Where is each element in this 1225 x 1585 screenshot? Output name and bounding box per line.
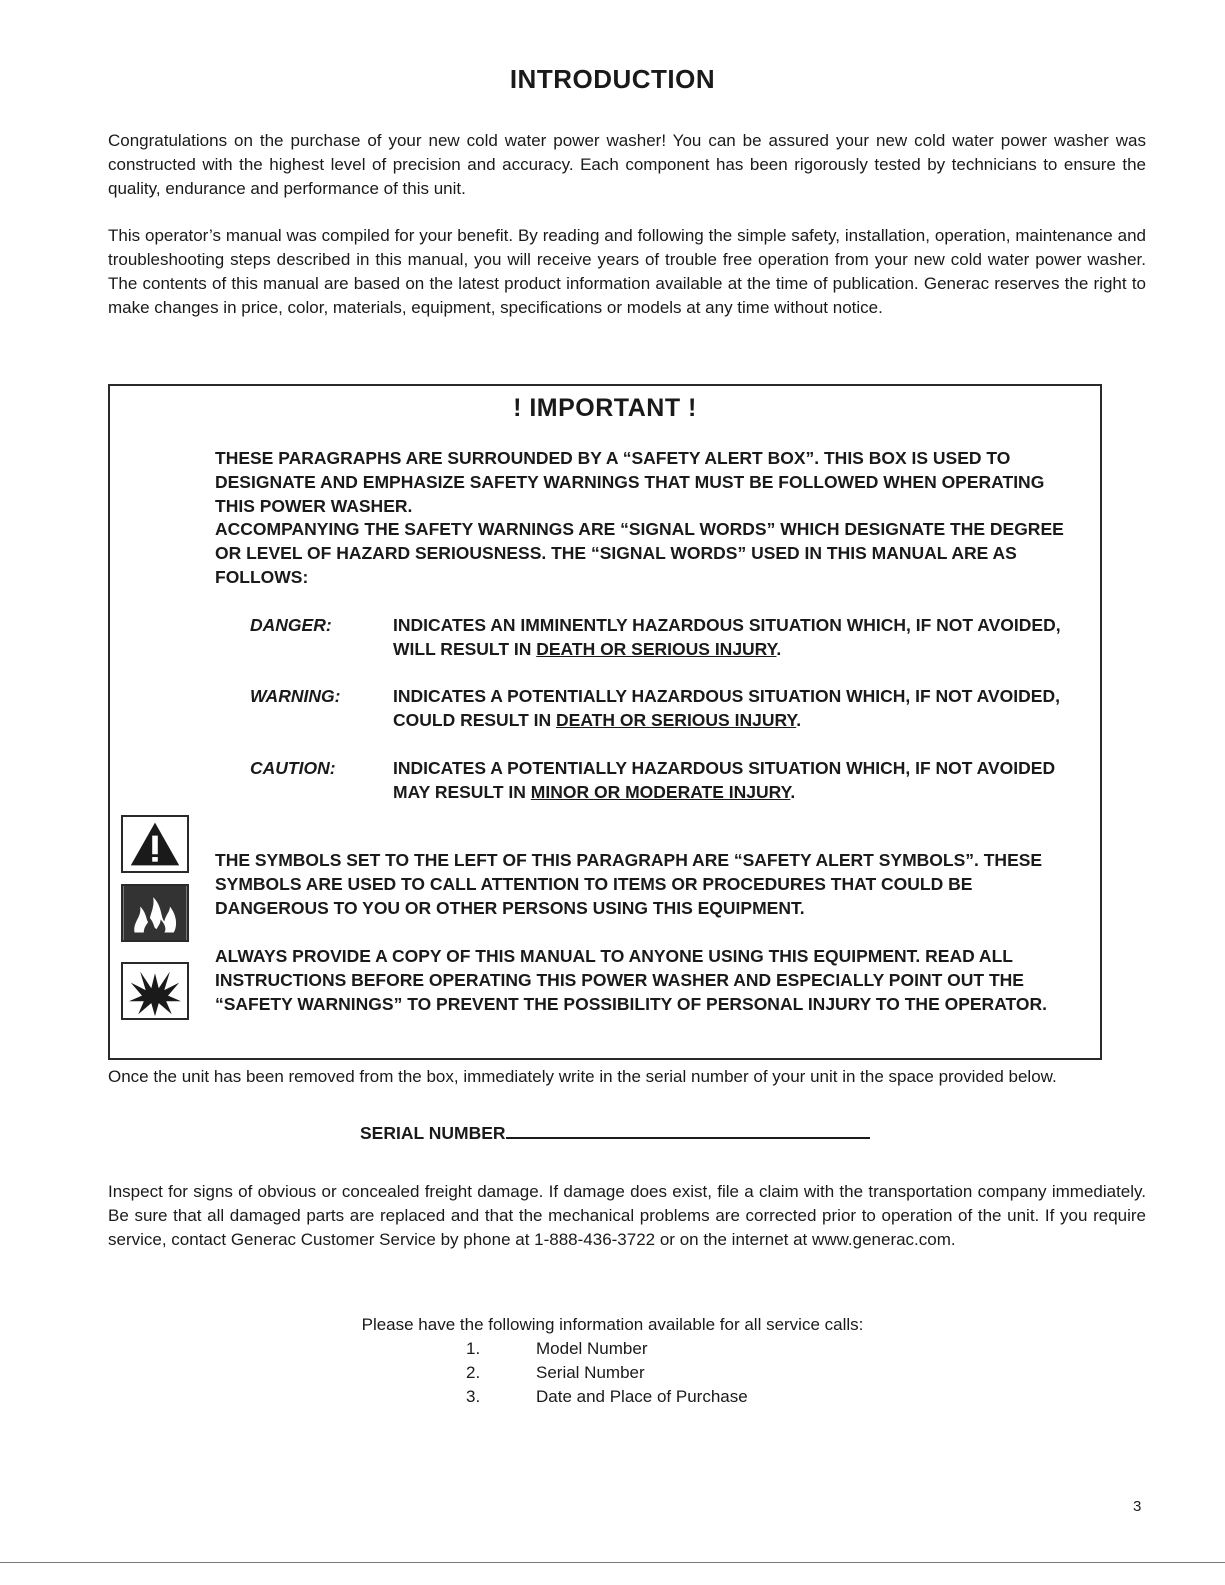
signal-word-label: DANGER: xyxy=(250,615,332,635)
warning-triangle-icon xyxy=(121,815,189,873)
page-number: 3 xyxy=(1133,1498,1142,1515)
fire-icon xyxy=(121,884,189,942)
intro-paragraph-1: Congratulations on the purchase of your new cold water power washer! You can be assured your new cold water power washer was constructed with the highest level of precision and accuracy. Each component has been rigorously tested by technicians to ensure the quality, endurance and performance of this unit. xyxy=(108,131,1146,198)
serial-number-label: SERIAL NUMBER xyxy=(360,1123,506,1143)
serial-instruction: Once the unit has been removed from the box, immediately write in the serial number of your unit in the space provided below. xyxy=(108,1067,1057,1086)
serial-number-blank xyxy=(506,1120,870,1139)
signal-words-paragraph: ACCOMPANYING THE SAFETY WARNINGS ARE “SIGNAL WORDS” WHICH DESIGNATE THE DEGREE OR LEVEL OF HAZARD SERIOUSNESS. THE “SIGNAL WORDS” USED IN THIS MANUAL ARE AS FOLLOWS: xyxy=(215,519,1064,587)
serial-number-field xyxy=(360,1120,870,1144)
page-title: INTRODUCTION xyxy=(509,64,716,94)
list-item: 3. Date and Place of Purchase xyxy=(466,1387,748,1406)
important-heading: ! IMPORTANT ! xyxy=(513,394,697,422)
signal-word-description: INDICATES A POTENTIALLY HAZARDOUS SITUATION WHICH, IF NOT AVOIDED, COULD RESULT IN DEATH OR SERIOUS INJURY. xyxy=(393,686,1060,730)
signal-word-description: INDICATES A POTENTIALLY HAZARDOUS SITUATION WHICH, IF NOT AVOIDED MAY RESULT IN MINOR OR MODERATE INJURY. xyxy=(393,758,1056,802)
list-item: 2. Serial Number xyxy=(466,1363,645,1382)
manual-copy-paragraph: ALWAYS PROVIDE A COPY OF THIS MANUAL TO ANYONE USING THIS EQUIPMENT. READ ALL INSTRUCTIONS BEFORE OPERATING THIS POWER WASHER AND ESPECIALLY POINT OUT THE “SAFETY WARNINGS” TO PREVENT THE POSSIBILITY OF PERSONAL INJURY TO THE OPERATOR. xyxy=(215,946,1048,1014)
signal-word-description: INDICATES AN IMMINENTLY HAZARDOUS SITUATION WHICH, IF NOT AVOIDED, WILL RESULT IN DEATH OR SERIOUS INJURY. xyxy=(393,615,1061,659)
explosion-icon xyxy=(121,962,189,1020)
bottom-rule xyxy=(0,1562,1225,1563)
intro-paragraph-2: This operator’s manual was compiled for your benefit. By reading and following the simple safety, installation, operation, maintenance and troubleshooting steps described in this manual, you will receive years of trouble free operation from your new cold water power washer. The contents of this manual are based on the latest product information available at the time of publication. Generac reserves the right to make changes in price, color, materials, equipment, specifications or models at any time without notice. xyxy=(108,226,1146,317)
signal-word-label: WARNING: xyxy=(250,686,341,706)
list-item: 1. Model Number xyxy=(466,1339,648,1358)
service-intro: Please have the following information available for all service calls: xyxy=(361,1315,864,1334)
alert-box-paragraph: THESE PARAGRAPHS ARE SURROUNDED BY A “SAFETY ALERT BOX”. THIS BOX IS USED TO DESIGNATE AND EMPHASIZE SAFETY WARNINGS THAT MUST BE FOLLOWED WHEN OPERATING THIS POWER WASHER. xyxy=(215,448,1045,516)
signal-word-label: CAUTION: xyxy=(250,758,336,778)
inspect-paragraph: Inspect for signs of obvious or concealed freight damage. If damage does exist, file a claim with the transportation company immediately. Be sure that all damaged parts are replaced and that the mechanical problems are corrected prior to operation of the unit. If you require service, contact Generac Customer Service by phone at 1-888-436-3722 or on the internet at www.generac.com. xyxy=(108,1182,1146,1249)
safety-symbols-paragraph: THE SYMBOLS SET TO THE LEFT OF THIS PARAGRAPH ARE “SAFETY ALERT SYMBOLS”. THESE SYMBOLS ARE USED TO CALL ATTENTION TO ITEMS OR PROCEDURES THAT COULD BE DANGEROUS TO YOU OR OTHER PERSONS USING THIS EQUIPMENT. xyxy=(215,850,1043,918)
